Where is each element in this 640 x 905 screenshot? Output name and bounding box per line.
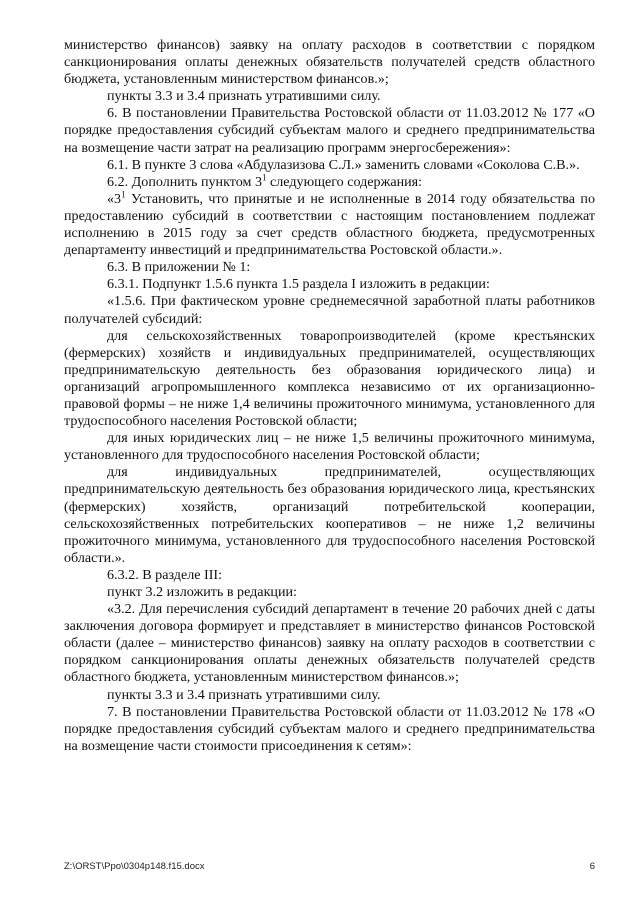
paragraph: 6.3.2. В разделе III: xyxy=(107,566,223,583)
paragraph: пункты 3.3 и 3.4 признать утратившими силу. xyxy=(107,88,381,105)
paragraph: министерство финансов) заявку на оплату расходов в соответствии с порядком санкционирования оплаты денежных обязательств получателей средств областного бюджета, установленным министерством финансов.»; xyxy=(64,37,595,88)
paragraph: пункты 3.3 и 3.4 признать утратившими силу. xyxy=(107,686,381,703)
superscript: 1 xyxy=(262,172,267,183)
paragraph: 6. В постановлении Правительства Ростовской области от 11.03.2012 № 177 «О порядке предоставления субсидий субъектам малого и среднего предпринимательства на возмещение части затрат на реализацию программ энергосбережения»: xyxy=(64,105,595,156)
text-run: «3 xyxy=(107,190,122,207)
paragraph: «1.5.6. При фактическом уровне среднемесячной заработной платы работников получателей субсидий: xyxy=(64,293,595,327)
paragraph: 6.3.1. Подпункт 1.5.6 пункта 1.5 раздела I изложить в редакции: xyxy=(107,276,490,293)
paragraph: для индивидуальных предпринимателей, осуществляющих предпринимательскую деятельность без образования юридического лица, крестьянских (фермерских) хозяйств, организаций потребительской кооперации, сельскохозяйственных потребительских кооперативов – не ниже 1,2 величины прожиточного минимума, установленного для трудоспособного населения Ростовской области.». xyxy=(64,464,595,566)
paragraph: 6.1. В пункте 3 слова «Абдулазизова С.Л.» заменить словами «Соколова С.В.». xyxy=(107,156,580,173)
text-run: 6.2. Дополнить пунктом 3 xyxy=(107,173,262,190)
paragraph: для сельскохозяйственных товаропроизводителей (кроме крестьянских (фермерских) хозяйств и индивидуальных предпринимателей, осуществляющих предпринимательскую деятельность без образования юридического лица) и организаций агропромышленного комплекса независимо от их организационно-правовой формы – не ниже 1,4 величины прожиточного минимума, установленного для трудоспособного населения Ростовской области; xyxy=(64,327,595,430)
text-run: Установить, что принятые и не исполненные в 2014 году обязательства по предоставлению субсидий в соответствии с настоящим постановлением подлежат исполнению в 2015 году за счет средств областного бюджета, предусмотренных департаменту инвестиций и предпринимательства Ростовской области.». xyxy=(64,190,595,259)
text-run: следующего содержания: xyxy=(266,173,423,190)
document-body xyxy=(64,37,595,755)
page-number: 6 xyxy=(589,861,595,872)
superscript: 1 xyxy=(121,189,126,200)
file-path: Z:\ORST\Ppo\0304p148.f15.docx xyxy=(64,861,205,872)
paragraph: для иных юридических лиц – не ниже 1,5 величины прожиточного минимума, установленного для трудоспособного населения Ростовской области; xyxy=(64,430,595,464)
paragraph xyxy=(64,191,595,259)
paragraph: 6.3. В приложении № 1: xyxy=(107,259,251,276)
paragraph: 7. В постановлении Правительства Ростовской области от 11.03.2012 № 178 «О порядке предоставления субсидий субъектам малого и среднего предпринимательства на возмещение части стоимости присоединения к сетям»: xyxy=(64,703,595,754)
page-footer xyxy=(64,858,595,875)
paragraph: пункт 3.2 изложить в редакции: xyxy=(107,584,297,600)
paragraph xyxy=(64,174,595,191)
paragraph: «3.2. Для перечисления субсидий департамент в течение 20 рабочих дней с даты заключения договора формирует и представляет в министерство финансов Ростовской области (далее – министерство финансов) заявку на оплату расходов в соответствии с порядком санкционирования оплаты денежных обязательств получателей средств областного бюджета, установленным министерством финансов.»; xyxy=(64,601,595,686)
